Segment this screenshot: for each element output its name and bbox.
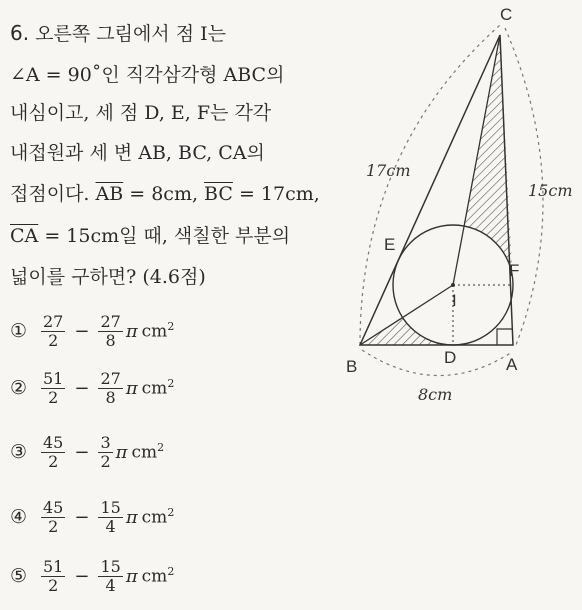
minus-sign: − xyxy=(74,377,90,399)
question-line-1 xyxy=(10,22,226,45)
question-line-7 xyxy=(10,266,206,288)
fraction-2: $\frac{15}{4}$ xyxy=(100,556,121,595)
unit: $cm^2$ xyxy=(141,377,175,399)
pi-symbol: π xyxy=(125,565,138,587)
unit: $cm^2$ xyxy=(141,565,175,587)
fraction-1: $\frac{51}{2}$ xyxy=(43,368,64,407)
choice-mark: ⑤ xyxy=(10,565,28,587)
fraction-2: $\frac{27}{8}$ xyxy=(100,311,121,350)
segment-ca: $\overline{CA}$ xyxy=(10,225,39,247)
question-line-5 xyxy=(10,183,320,205)
label-i: I xyxy=(452,291,457,310)
fraction-1: $\frac{45}{2}$ xyxy=(43,432,64,471)
incenter-point xyxy=(451,283,455,287)
choice-3[interactable] xyxy=(10,424,340,480)
question-text-2: ∠A = 90˚인 직각삼각형 ABC의 xyxy=(10,64,285,86)
choice-2[interactable] xyxy=(10,360,340,416)
unit: $cm^2$ xyxy=(141,506,175,528)
question-text-7: 넓이를 구하면? (4.6점) xyxy=(10,266,206,288)
question-text-5a: 접점이다. xyxy=(10,183,90,205)
question-text-5b: = 8cm, xyxy=(129,183,198,205)
question-line-2 xyxy=(10,64,284,86)
question-text-4: 내접원과 세 변 AB, BC, CA의 xyxy=(10,142,265,164)
question-text-6: = 15cm일 때, 색칠한 부분의 xyxy=(44,225,291,247)
question-line-6 xyxy=(10,225,290,247)
minus-sign: − xyxy=(74,506,90,528)
choice-mark: ② xyxy=(10,377,28,399)
unit: $cm^2$ xyxy=(131,441,165,463)
minus-sign: − xyxy=(74,320,90,342)
fraction-2: $\frac{3}{2}$ xyxy=(100,432,111,471)
fraction-1: $\frac{51}{2}$ xyxy=(43,556,64,595)
pi-symbol: π xyxy=(125,506,138,528)
choice-5[interactable] xyxy=(10,548,340,604)
label-f: F xyxy=(509,261,520,280)
label-d: D xyxy=(444,348,457,367)
minus-sign: − xyxy=(74,565,90,587)
label-a: A xyxy=(506,355,518,374)
right-angle-mark xyxy=(497,329,513,345)
fraction-1: $\frac{27}{2}$ xyxy=(43,311,64,350)
segment-ab: $\overline{AB}$ xyxy=(95,183,124,205)
fraction-2: $\frac{15}{4}$ xyxy=(100,497,121,536)
pi-symbol: π xyxy=(115,441,128,463)
unit: $cm^2$ xyxy=(141,320,175,342)
label-b: B xyxy=(346,357,358,376)
pi-symbol: π xyxy=(125,377,138,399)
question-text-1: 오른쪽 그림에서 점 I는 xyxy=(35,23,226,45)
length-ca: 15cm xyxy=(528,181,573,200)
triangle-figure xyxy=(336,0,582,420)
choice-1[interactable] xyxy=(10,303,340,359)
length-bc: 17cm xyxy=(366,161,411,180)
question-text-5c: = 17cm, xyxy=(238,183,320,205)
question-line-4 xyxy=(10,142,265,164)
segment-bc: $\overline{BC}$ xyxy=(204,183,233,205)
question-line-3 xyxy=(10,102,271,124)
minus-sign: − xyxy=(74,441,90,463)
choice-mark: ① xyxy=(10,320,28,342)
choice-mark: ③ xyxy=(10,441,28,463)
label-e: E xyxy=(384,235,396,254)
label-c: C xyxy=(500,5,513,24)
pi-symbol: π xyxy=(125,320,138,342)
choice-4[interactable] xyxy=(10,489,340,545)
length-ab: 8cm xyxy=(418,385,453,404)
fraction-1: $\frac{45}{2}$ xyxy=(43,497,64,536)
arc-ab xyxy=(362,350,512,376)
question-number: 6. xyxy=(10,21,30,45)
choice-mark: ④ xyxy=(10,506,28,528)
fraction-2: $\frac{27}{8}$ xyxy=(100,368,121,407)
question-text-3: 내심이고, 세 점 D, E, F는 각각 xyxy=(10,102,272,124)
